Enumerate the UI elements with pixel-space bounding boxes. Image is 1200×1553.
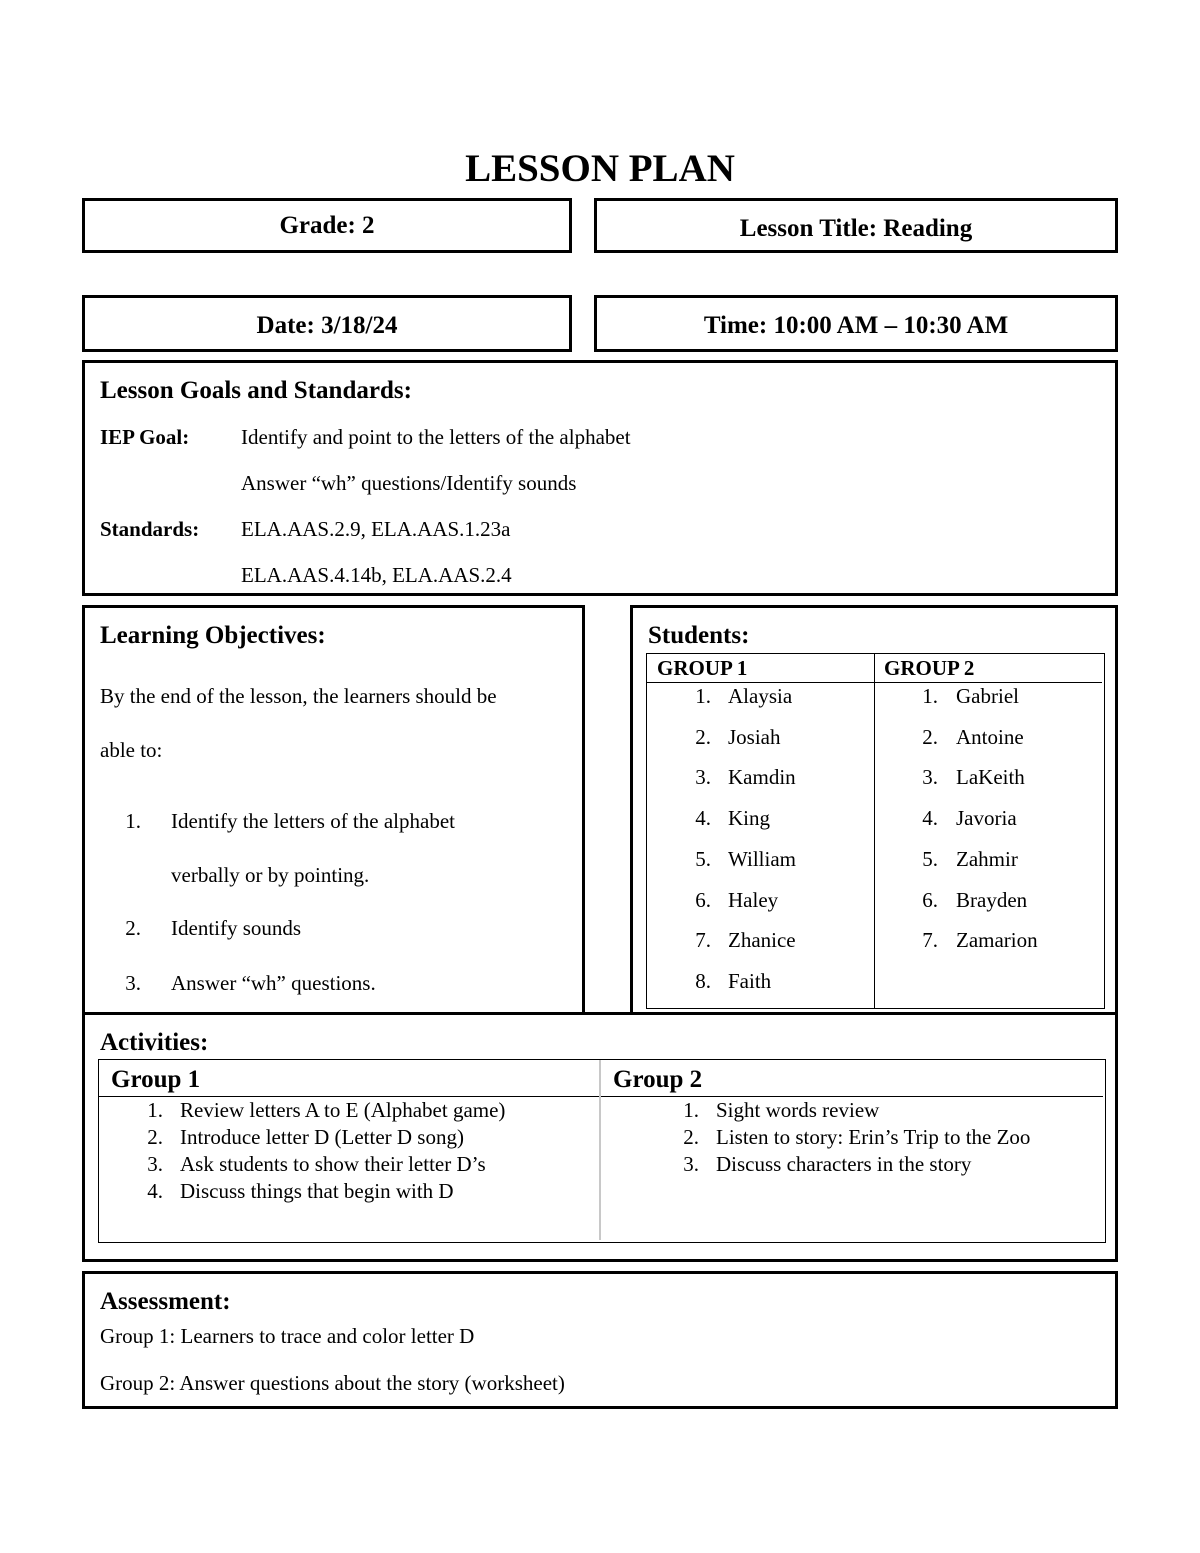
activities-heading: Activities: bbox=[100, 1029, 209, 1056]
time-text: Time: 10:00 AM – 10:30 AM bbox=[703, 311, 1009, 339]
activities-group1-header: Group 1 bbox=[99, 1060, 599, 1097]
student-name-number: 4. bbox=[922, 806, 938, 831]
objectives-heading: Learning Objectives: bbox=[100, 622, 326, 649]
activity-item-number: 3. bbox=[147, 1152, 163, 1176]
activities-group2-column bbox=[601, 1060, 1103, 1240]
activity-item-number: 2. bbox=[683, 1125, 699, 1149]
objective-number: 1. bbox=[125, 809, 141, 833]
group2-column bbox=[874, 654, 1102, 1008]
objectives-section bbox=[82, 605, 585, 1015]
group1-header: GROUP 1 bbox=[647, 654, 874, 683]
student-name-number: 3. bbox=[695, 765, 711, 790]
activity-item: Review letters A to E (Alphabet game) bbox=[180, 1098, 506, 1122]
student-name-number: 1. bbox=[695, 684, 711, 708]
activity-item: Introduce letter D (Letter D song) bbox=[180, 1125, 464, 1149]
time-box bbox=[594, 295, 1118, 352]
student-name-number: 6. bbox=[922, 887, 938, 912]
objectives-intro-line: able to: bbox=[100, 738, 163, 762]
iep-goal-line: Answer “wh” questions/Identify sounds bbox=[241, 471, 577, 495]
assessment-line: Group 1: Learners to trace and color letter D bbox=[100, 1324, 475, 1348]
student-name: Zhanice bbox=[728, 928, 796, 953]
activity-item-number: 3. bbox=[683, 1152, 699, 1176]
objective-text: Answer “wh” questions. bbox=[171, 971, 376, 995]
lesson-title-text: Lesson Title: Reading bbox=[739, 214, 973, 242]
activities-group2-header: Group 2 bbox=[601, 1060, 1103, 1097]
iep-goal-line: Identify and point to the letters of the alphabet bbox=[241, 425, 631, 449]
student-name: Kamdin bbox=[728, 765, 796, 790]
standards-line: ELA.AAS.4.14b, ELA.AAS.2.4 bbox=[241, 563, 512, 587]
goals-section bbox=[82, 360, 1118, 596]
activities-group1-column bbox=[99, 1060, 601, 1240]
student-name: Alaysia bbox=[728, 684, 793, 708]
date-box bbox=[82, 295, 572, 352]
goals-heading: Lesson Goals and Standards: bbox=[100, 377, 412, 404]
activities-table bbox=[98, 1059, 1106, 1243]
page-title: LESSON PLAN bbox=[465, 147, 735, 190]
objective-text: verbally or by pointing. bbox=[171, 863, 370, 887]
student-name-number: 4. bbox=[695, 806, 711, 831]
student-name: King bbox=[728, 806, 770, 831]
student-name-number: 8. bbox=[695, 968, 711, 993]
student-name-number: 5. bbox=[922, 846, 938, 871]
student-name-number: 5. bbox=[695, 846, 711, 871]
activity-item-number: 1. bbox=[147, 1098, 163, 1122]
student-name-number: 6. bbox=[695, 887, 711, 912]
lesson-title-box bbox=[594, 198, 1118, 253]
student-name: Zamarion bbox=[956, 928, 1038, 953]
student-name-number: 3. bbox=[922, 765, 938, 790]
standards-line: ELA.AAS.2.9, ELA.AAS.1.23a bbox=[241, 517, 511, 541]
activity-item-number: 2. bbox=[147, 1125, 163, 1149]
activities-section bbox=[82, 1012, 1118, 1262]
student-name: LaKeith bbox=[956, 765, 1025, 790]
objective-number: 2. bbox=[125, 916, 141, 940]
student-name: Zahmir bbox=[956, 846, 1018, 871]
assessment-section bbox=[82, 1271, 1118, 1409]
students-section bbox=[630, 605, 1118, 1015]
student-name-number: 7. bbox=[695, 928, 711, 953]
student-name: Faith bbox=[728, 968, 772, 993]
student-name: Josiah bbox=[728, 724, 781, 749]
group1-column bbox=[647, 654, 875, 1008]
activity-item-number: 1. bbox=[683, 1098, 699, 1122]
student-name: Gabriel bbox=[956, 684, 1019, 708]
students-heading: Students: bbox=[648, 622, 750, 649]
student-name: Antoine bbox=[956, 724, 1024, 749]
students-table bbox=[646, 653, 1105, 1009]
date-text: Date: 3/18/24 bbox=[256, 311, 398, 339]
student-name: William bbox=[728, 846, 796, 871]
iep-goal-label: IEP Goal: bbox=[100, 425, 190, 449]
student-name-number: 7. bbox=[922, 928, 938, 953]
activity-item: Ask students to show their letter D’s bbox=[180, 1152, 486, 1176]
student-name: Brayden bbox=[956, 887, 1028, 912]
activity-item-number: 4. bbox=[147, 1179, 163, 1203]
objective-number: 3. bbox=[125, 971, 141, 995]
objective-text: Identify the letters of the alphabet bbox=[171, 809, 455, 833]
assessment-line: Group 2: Answer questions about the story (worksheet) bbox=[100, 1371, 565, 1395]
standards-label: Standards: bbox=[100, 517, 200, 541]
student-name-number: 2. bbox=[922, 724, 938, 749]
activity-item: Listen to story: Erin’s Trip to the Zoo bbox=[716, 1125, 1031, 1149]
student-name: Haley bbox=[728, 887, 779, 912]
group2-header: GROUP 2 bbox=[874, 654, 1102, 683]
activity-item: Discuss things that begin with D bbox=[180, 1179, 454, 1203]
student-name-number: 1. bbox=[922, 684, 938, 708]
objective-text: Identify sounds bbox=[171, 916, 302, 940]
student-name: Javoria bbox=[956, 806, 1017, 831]
activity-item: Sight words review bbox=[716, 1098, 880, 1122]
grade-box bbox=[82, 198, 572, 253]
student-name-number: 2. bbox=[695, 724, 711, 749]
grade-text: Grade: 2 bbox=[279, 211, 375, 239]
objectives-intro-line: By the end of the lesson, the learners should be bbox=[100, 684, 497, 708]
activity-item: Discuss characters in the story bbox=[716, 1152, 972, 1176]
assessment-heading: Assessment: bbox=[100, 1288, 231, 1315]
